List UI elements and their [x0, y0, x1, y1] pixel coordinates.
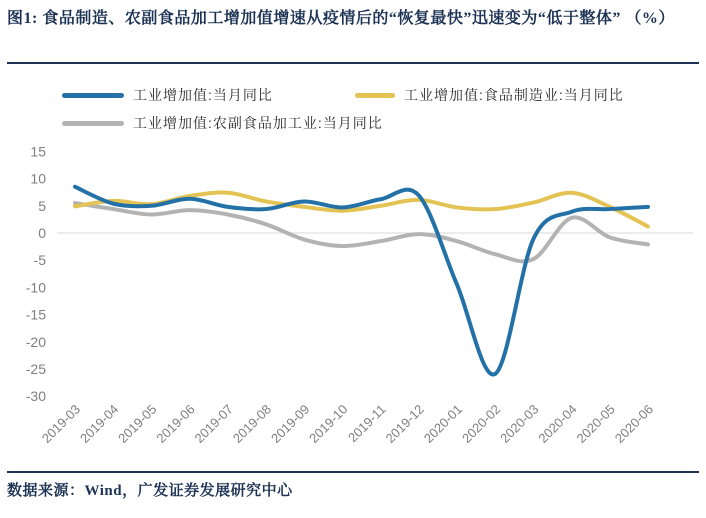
y-axis-tick-label: 15	[30, 143, 46, 160]
x-axis-tick-label: 2019-10	[306, 401, 351, 446]
x-axis-tick-label: 2019-09	[267, 401, 313, 446]
x-axis-tick-label: 2020-03	[497, 401, 542, 446]
x-axis-tick-label: 2020-01	[420, 401, 466, 446]
y-axis-tick-label: -25	[25, 361, 46, 377]
x-axis-tick-label: 2019-04	[76, 401, 122, 446]
x-axis-tick-label: 2019-08	[229, 401, 275, 446]
x-axis-tick-label: 2020-06	[611, 401, 657, 446]
y-axis-tick-label: -30	[25, 388, 46, 405]
footer-divider	[7, 471, 699, 473]
y-axis-tick-label: 10	[30, 170, 46, 187]
y-axis-tick-label: 0	[38, 225, 46, 241]
series-agri-food-processing	[75, 203, 648, 261]
x-axis-tick-label: 2019-07	[191, 401, 236, 446]
y-axis-tick-label: 5	[38, 197, 46, 214]
y-axis-tick-label: -15	[25, 306, 46, 323]
y-axis-tick-label: -5	[33, 252, 46, 269]
x-axis-tick-label: 2019-06	[153, 401, 198, 446]
data-source: 数据来源：Wind，广发证券发展研究中心	[7, 483, 293, 499]
x-axis-tick-label: 2019-12	[382, 401, 427, 446]
legend-label: 工业增加值:农副食品加工业:当月同比	[133, 115, 383, 131]
figure-title: 图1: 食品制造、农副食品加工增加值增速从疫情后的“恢复最快”迅速变为“低于整体” （%）	[7, 10, 675, 27]
x-axis-tick-label: 2019-11	[345, 401, 389, 446]
legend-label: 工业增加值:食品制造业:当月同比	[404, 87, 624, 103]
series-food-manufacturing	[75, 193, 648, 227]
y-axis-tick-label: -20	[25, 333, 46, 350]
y-axis-tick-label: -10	[25, 279, 46, 296]
x-axis-tick-label: 2019-05	[115, 401, 160, 446]
x-axis-tick-label: 2020-02	[458, 401, 504, 446]
x-axis-tick-label: 2019-03	[38, 401, 84, 446]
legend-label: 工业增加值:当月同比	[133, 87, 273, 103]
x-axis-tick-label: 2020-05	[573, 401, 618, 446]
x-axis-tick-label: 2020-04	[535, 401, 580, 446]
